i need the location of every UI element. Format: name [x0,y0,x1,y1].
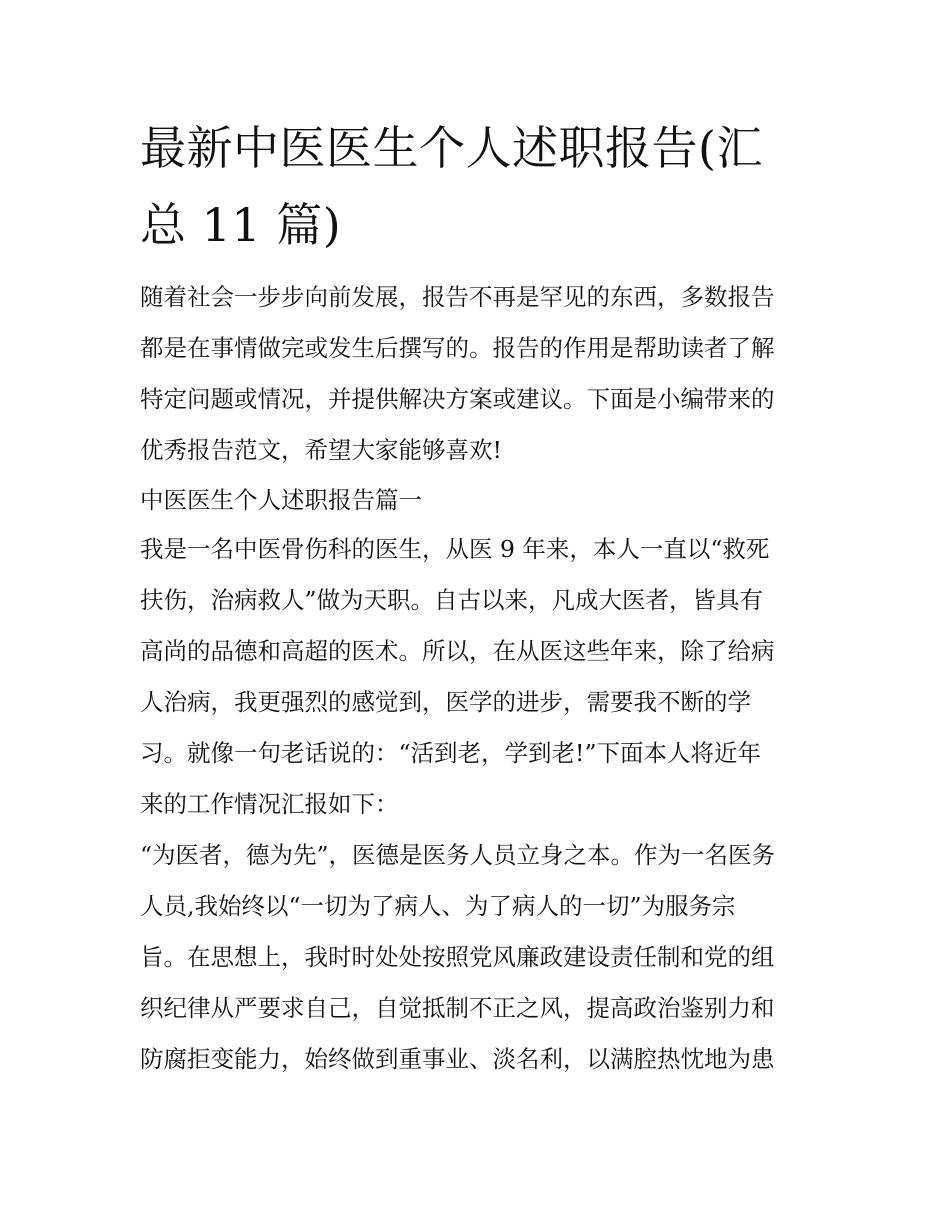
text-line: 特定问题或情况，并提供解决方案或建议。下面是小编带来的 [140,385,775,413]
title-line: 总 11 篇) [140,198,342,252]
text-line: 人员,我始终以“一切为了病人、为了病人的一切”为服务宗 [140,892,736,920]
section-heading: 中医医生个人述职报告篇一 [140,486,422,514]
text-line: 都是在事情做完或发生后撰写的。报告的作用是帮助读者了解 [140,334,775,362]
text-line: 优秀报告范文，希望大家能够喜欢! [140,436,502,464]
intro-paragraph [140,272,812,476]
text-line: 我是一名中医骨伤科的医生，从医 9 年来，本人一直以“救死 [140,535,770,563]
document-body [140,110,812,1085]
text-line: 来的工作情况汇报如下： [140,790,399,818]
text-line: 高尚的品德和高超的医术。所以，在从医这些年来，除了给病 [140,637,775,665]
text-line: 防腐拒变能力，始终做到重事业、淡名利，以满腔热忱地为患 [140,1045,775,1073]
text-line: 习。就像一句老话说的：“活到老，学到老!”下面本人将近年 [140,739,761,767]
text-line: 扶伤，治病救人”做为天职。自古以来，凡成大医者，皆具有 [140,586,764,614]
text-line: “为医者，德为先”，医德是医务人员立身之本。作为一名医务 [140,841,776,869]
document-title [140,110,812,264]
text-line: 织纪律从严要求自己，自觉抵制不正之风，提高政治鉴别力和 [140,994,775,1022]
title-line: 最新中医医生个人述职报告(汇 [140,121,763,175]
body-paragraph-1 [140,524,812,830]
text-line: 旨。在思想上，我时时处处按照党风廉政建设责任制和党的组 [140,943,775,971]
text-line: 随着社会一步步向前发展，报告不再是罕见的东西，多数报告 [140,283,775,311]
body-paragraph-2 [140,830,812,1085]
text-line: 人治病，我更强烈的感觉到，医学的进步，需要我不断的学 [140,688,751,716]
